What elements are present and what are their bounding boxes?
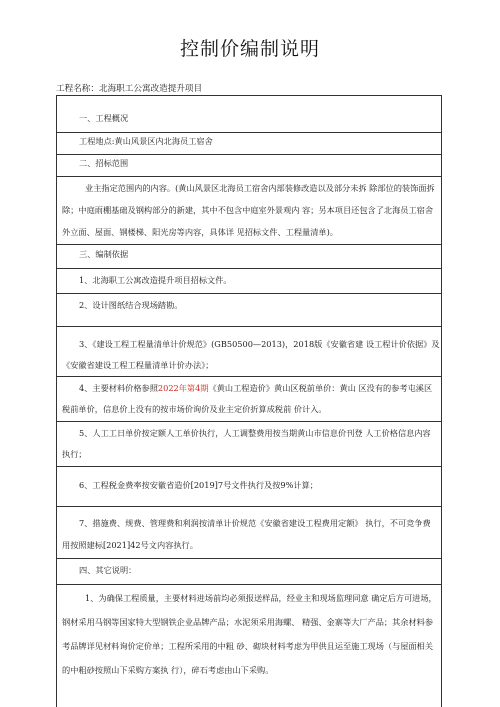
- row-divider: [57, 268, 441, 269]
- other-note-line: 钢材采用马钢等国家特大型钢铁企业品牌产品；水泥须采用海螺、 精强、金寨等大厂产品；其余材料参: [62, 617, 434, 627]
- row-divider: [57, 176, 441, 177]
- row-divider: [57, 132, 441, 133]
- section-2-text-line: 除；中庭雨棚基础及钢构部分的新建，其中不包含中庭室外景观内 容；另本项目还包含了北海员工宿舍: [62, 205, 434, 215]
- document-title: 控制价编制说明: [179, 38, 320, 60]
- section-2-text-line: 业主指定范围内的内容。(黄山风景区北海员工宿舍内部装修改造以及部分未拆 除部位的装饰面拆: [85, 183, 435, 193]
- basis-item-5-line: 5、人工工日单价按定额人工单价执行，人工调整费用按当期黄山市信息价刊登 人工价格信息内容: [79, 428, 431, 438]
- basis-item-5-line: 执行；: [62, 449, 87, 459]
- basis-item-7-line: 7、措施费、规费、管理费和利润按清单计价规范《安徽省建设工程费用定额》 执行，不可竞争费: [79, 518, 431, 528]
- section-1-heading: 一、工程概况: [79, 113, 129, 123]
- basis-item-4-suffix: 《黄山工程造价》黄山区税前单价：黄山 区没有的参考屯溪区: [208, 383, 433, 393]
- row-divider: [57, 558, 441, 559]
- basis-item-2: 2、设计图纸结合现场踏勘。: [79, 300, 183, 310]
- project-name: 工程名称：北海职工公寓改造提升项目: [56, 84, 203, 94]
- basis-item-6: 6、工程税金费率按安徽省造价[2019]7号文件执行及按9%计算；: [79, 480, 318, 490]
- row-divider: [57, 376, 441, 377]
- row-divider: [57, 506, 441, 507]
- basis-item-7-line: 用按照建标[2021]42号文内容执行。: [62, 540, 198, 550]
- section-3-heading: 三、编制依据: [79, 249, 129, 259]
- row-divider: [57, 421, 441, 422]
- row-divider: [57, 244, 441, 245]
- row-divider: [57, 154, 441, 155]
- basis-item-3-line: 3、《建设工程工程量清单计价规范》(GB50500—2013)，2018版《安徽省建 设工程计价依据》及: [79, 339, 440, 349]
- basis-item-3-line: 《安徽省建设工程工程量清单计价办法》；: [62, 360, 214, 370]
- section-2-text-line: 外立面、屋面、钢楼梯、阳光房等内容，具体详 见招标文件、工程量清单)。: [62, 227, 338, 237]
- content-table: [56, 95, 442, 707]
- section-2-heading: 二、招标范围: [79, 158, 129, 168]
- other-note-line: 考品牌详见材料询价定价单；工程所采用的中粗 砂、砌块材料考虑为甲供且运至施工现场（与屋面相关: [62, 641, 434, 651]
- section-1-location: 工程地点:黄山风景区内北海员工宿舍: [79, 136, 213, 146]
- basis-item-4-line: [57, 382, 441, 394]
- basis-item-1: 1、北海职工公寓改造提升项目招标文件。: [79, 275, 232, 285]
- section-4-heading: 四、其它说明：: [79, 565, 137, 575]
- other-note-line: 1、为确保工程质量，主要材料进场前均必须报送样品，经业主和现场监理同意 确定后方可进场，: [85, 593, 437, 603]
- period-highlight: 2022年第4期: [157, 383, 209, 393]
- basis-item-4-prefix: 4、主要材料价格参照: [79, 383, 158, 393]
- other-note-line: 的中粗砂按照山下采购方案执 行），碎石考虑由山下采购。: [62, 665, 274, 675]
- row-divider: [57, 326, 441, 327]
- row-divider: [57, 293, 441, 294]
- row-divider: [57, 466, 441, 467]
- basis-item-4-line: 税前单价，信息价上没有的按市场价询价及业主定价折算成税前 价计入。: [62, 404, 327, 414]
- row-divider: [57, 584, 441, 585]
